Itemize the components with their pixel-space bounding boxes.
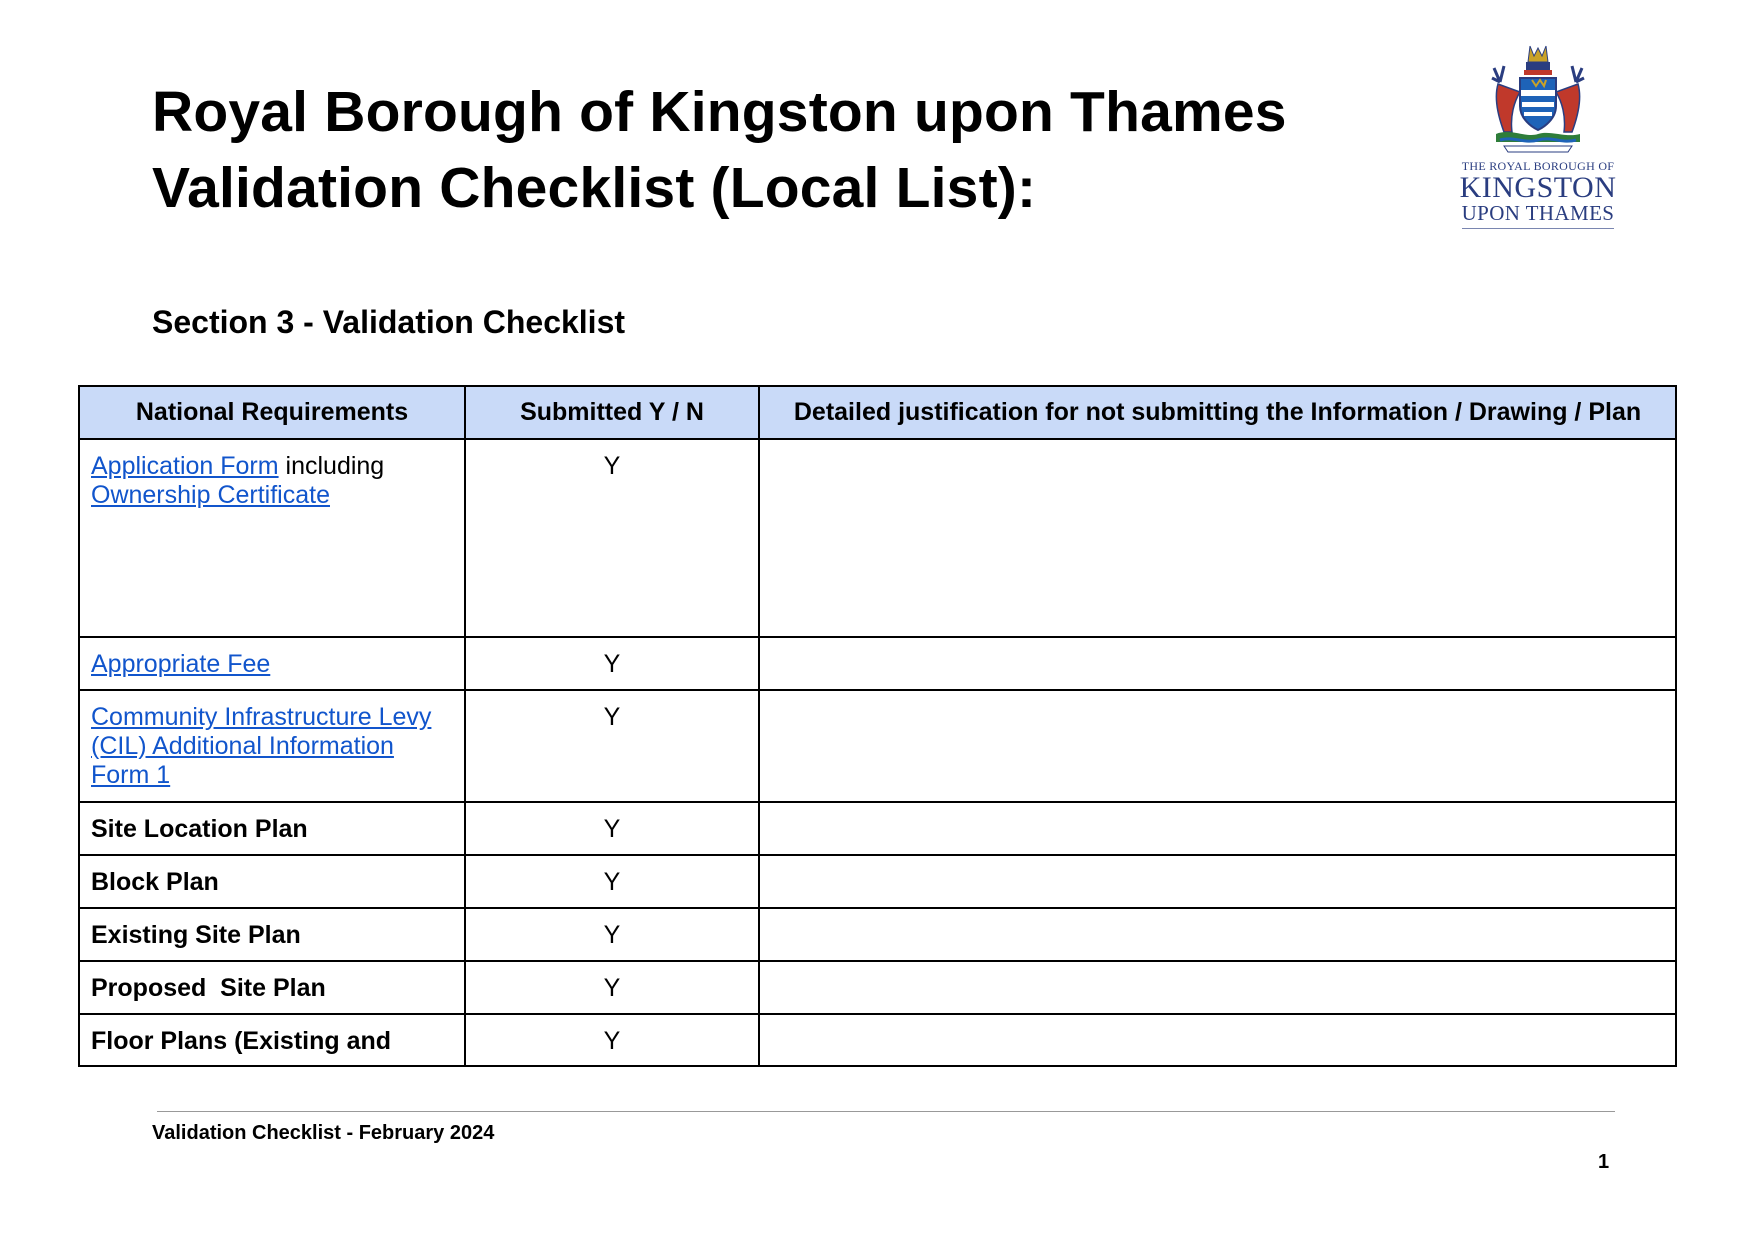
table-row (79, 855, 1676, 908)
submitted-cell: Y (465, 908, 759, 961)
requirement-cell: Site Location Plan (79, 802, 465, 855)
title-line-1: Royal Borough of Kingston upon Thames (152, 80, 1287, 144)
submitted-cell: Y (465, 961, 759, 1014)
justification-cell[interactable] (759, 908, 1676, 961)
footer-divider (157, 1111, 1615, 1112)
submitted-cell: Y (465, 1014, 759, 1066)
logo-divider (1462, 228, 1614, 229)
header-justification: Detailed justification for not submitting the Information / Drawing / Plan (759, 386, 1676, 439)
appropriate-fee-link[interactable]: Appropriate Fee (91, 650, 271, 678)
title-line-2: Validation Checklist (Local List): (152, 156, 1037, 220)
justification-cell[interactable] (759, 961, 1676, 1014)
submitted-cell: Y (465, 637, 759, 690)
requirement-cell: Block Plan (79, 855, 465, 908)
page-number: 1 (1598, 1151, 1610, 1173)
document-title (152, 74, 1287, 226)
header-submitted: Submitted Y / N (465, 386, 759, 439)
coat-of-arms-icon (1490, 42, 1586, 154)
logo-small-text: THE ROYAL BOROUGH OF (1461, 159, 1615, 173)
cil-form-link[interactable]: Community Infrastructure Levy (CIL) Additional Information Form 1 (91, 703, 432, 789)
requirement-cell (79, 690, 465, 802)
justification-cell[interactable] (759, 637, 1676, 690)
justification-cell[interactable] (759, 802, 1676, 855)
submitted-cell: Y (465, 802, 759, 855)
justification-cell[interactable] (759, 855, 1676, 908)
table-row (79, 637, 1676, 690)
requirement-cell: Floor Plans (Existing and (79, 1014, 465, 1066)
table-row (79, 439, 1676, 637)
requirement-cell (79, 439, 465, 637)
logo-big-text: KINGSTON (1459, 171, 1617, 204)
submitted-cell: Y (465, 855, 759, 908)
section-title: Section 3 - Validation Checklist (152, 304, 626, 340)
table-row (79, 802, 1676, 855)
submitted-cell: Y (465, 439, 759, 637)
header-national-requirements: National Requirements (79, 386, 465, 439)
application-form-link[interactable]: Application Form (91, 452, 279, 480)
justification-cell[interactable] (759, 690, 1676, 802)
validation-checklist-table (78, 385, 1677, 1067)
table-row (79, 908, 1676, 961)
requirement-cell: Existing Site Plan (79, 908, 465, 961)
justification-cell[interactable] (759, 1014, 1676, 1066)
table-header-row (79, 386, 1676, 439)
kingston-logo (1448, 38, 1628, 234)
requirement-connector-text: including (278, 452, 385, 480)
requirement-cell: Proposed Site Plan (79, 961, 465, 1014)
footer-text: Validation Checklist - February 2024 (152, 1122, 495, 1144)
table-row (79, 690, 1676, 802)
table-row (79, 1014, 1676, 1066)
submitted-cell: Y (465, 690, 759, 802)
justification-cell[interactable] (759, 439, 1676, 637)
logo-mid-text: UPON THAMES (1461, 201, 1615, 225)
ownership-certificate-link[interactable]: Ownership Certificate (91, 481, 330, 509)
requirement-cell (79, 637, 465, 690)
table-row (79, 961, 1676, 1014)
